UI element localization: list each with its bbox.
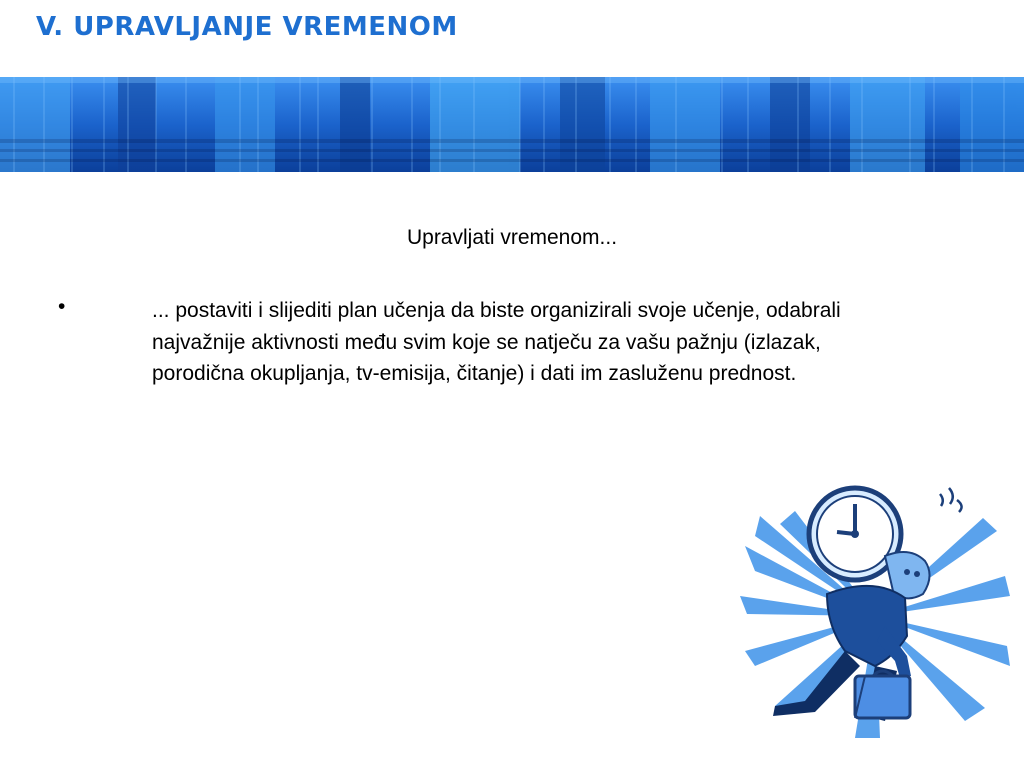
bullet-marker: • — [58, 295, 66, 318]
slide-title: V. UPRAVLJANJE VREMENOM — [36, 12, 458, 42]
banner-stripes-graphic — [0, 77, 1024, 172]
slide-subtitle: Upravljati vremenom... — [406, 226, 618, 249]
blue-striped-banner — [0, 77, 1024, 172]
man-carrying-clock-clipart — [735, 476, 1015, 746]
stress-marks — [940, 488, 962, 512]
bullet-text: ... postaviti i slijediti plan učenja da biste organizirali svoje učenje, odabrali najvažnije aktivnosti među svim koje se natječu za vašu pažnju (izlazak, porodična okupljanja, tv-emisija, čitanje) i dati im zasluženu prednost. — [152, 299, 841, 385]
